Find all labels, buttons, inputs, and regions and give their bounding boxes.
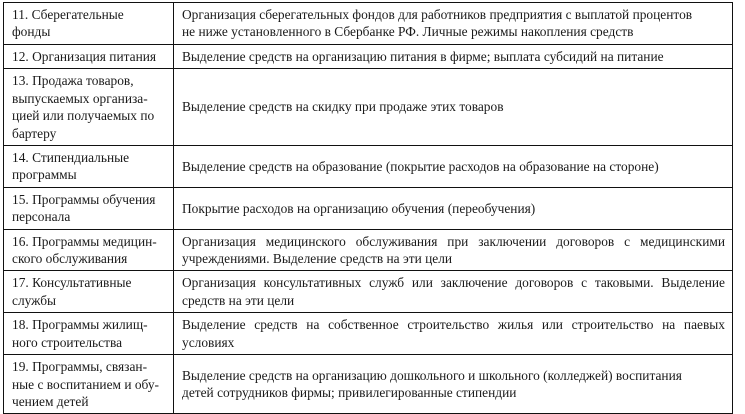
benefits-table-container [3, 2, 732, 410]
benefit-name-cell [4, 44, 174, 68]
benefit-description-line: детей сотрудников фирмы; привилегированные стипендии [182, 385, 517, 401]
table-row [4, 187, 733, 229]
benefit-name-cell [4, 187, 174, 229]
benefit-name-line: ные с воспитанием и обу- [12, 376, 160, 392]
benefit-name-cell [4, 313, 174, 355]
benefit-name-line: фонды [12, 24, 51, 40]
benefit-description-line: Выделение средств на организацию питания в фирме; выплата субсидий на питание [182, 48, 664, 64]
table-body [4, 3, 733, 414]
benefit-description-line: Выделение средств на организацию дошкольного и школьного (колледжей) воспитания [182, 367, 682, 383]
benefit-name-line: 11. Сберегательные [12, 7, 124, 22]
benefit-description-text: Выделение средств на собственное строительство жилья или строительство на паевых условиях [182, 317, 725, 350]
benefit-description-text: Организация консультативных служб или заключение договоров с таковыми. Выделение средств на эти цели [182, 275, 725, 308]
benefit-name-cell [4, 271, 174, 313]
benefit-description-cell [174, 229, 733, 271]
benefit-name-cell [4, 145, 174, 187]
benefit-name-line: ного строительства [12, 334, 123, 350]
benefit-name-line: 14. Стипендиальные [12, 149, 130, 165]
benefit-description-line: Выделение средств на скидку при продаже этих товаров [182, 99, 504, 115]
benefit-description-cell [174, 44, 733, 68]
benefit-name-line: цией или получаемых по [12, 108, 155, 124]
table-row [4, 355, 733, 414]
benefit-name-line: службы [12, 292, 57, 308]
table-row [4, 145, 733, 187]
benefit-description-line: Организация сберегательных фондов для работников предприятия с выплатой процентов [182, 7, 693, 22]
benefit-description-cell [174, 3, 733, 45]
benefit-name-cell [4, 69, 174, 146]
benefit-description-line: Выделение средств на образование (покрытие расходов на образование на стороне) [182, 158, 659, 174]
benefit-name-line: программы [12, 167, 77, 183]
benefits-table [3, 2, 733, 414]
table-row [4, 229, 733, 271]
benefit-name-line: 18. Программы жилищ- [12, 317, 148, 333]
benefit-name-line: 17. Консультативные [12, 275, 132, 291]
benefit-name-line: персонала [12, 209, 71, 225]
benefit-description-cell [174, 313, 733, 355]
table-row [4, 271, 733, 313]
table-row [4, 44, 733, 68]
table-row [4, 313, 733, 355]
benefit-description-cell [174, 145, 733, 187]
benefit-name-line: выпускаемых организа- [12, 90, 148, 106]
benefit-name-line: 13. Продажа товаров, [12, 73, 134, 89]
benefit-description-cell [174, 69, 733, 146]
benefit-name-line: 15. Программы обучения [12, 191, 156, 207]
benefit-description-line: не ниже установленного в Сбербанке РФ. Личные режимы накопления средств [182, 24, 634, 40]
benefit-name-line: 12. Организация питания [12, 48, 157, 64]
table-row [4, 3, 733, 45]
benefit-description-text: Организация медицинского обслуживания при заключении договоров с медицинскими учреждениями. Выделение средств на эти цели [182, 233, 725, 267]
benefit-name-line: бартеру [12, 125, 57, 141]
benefit-name-line: 16. Программы медицин- [12, 233, 157, 249]
benefit-description-line: Покрытие расходов на организацию обучения (переобучения) [182, 200, 536, 216]
benefit-description-cell [174, 187, 733, 229]
benefit-description-cell [174, 271, 733, 313]
benefit-name-line: ского обслуживания [12, 251, 128, 267]
benefit-name-cell [4, 229, 174, 271]
benefit-name-line: чением детей [12, 394, 89, 410]
benefit-name-line: 19. Программы, связан- [12, 359, 148, 375]
benefit-name-cell [4, 355, 174, 414]
benefit-description-cell [174, 355, 733, 414]
benefit-name-cell [4, 3, 174, 45]
table-row [4, 69, 733, 146]
